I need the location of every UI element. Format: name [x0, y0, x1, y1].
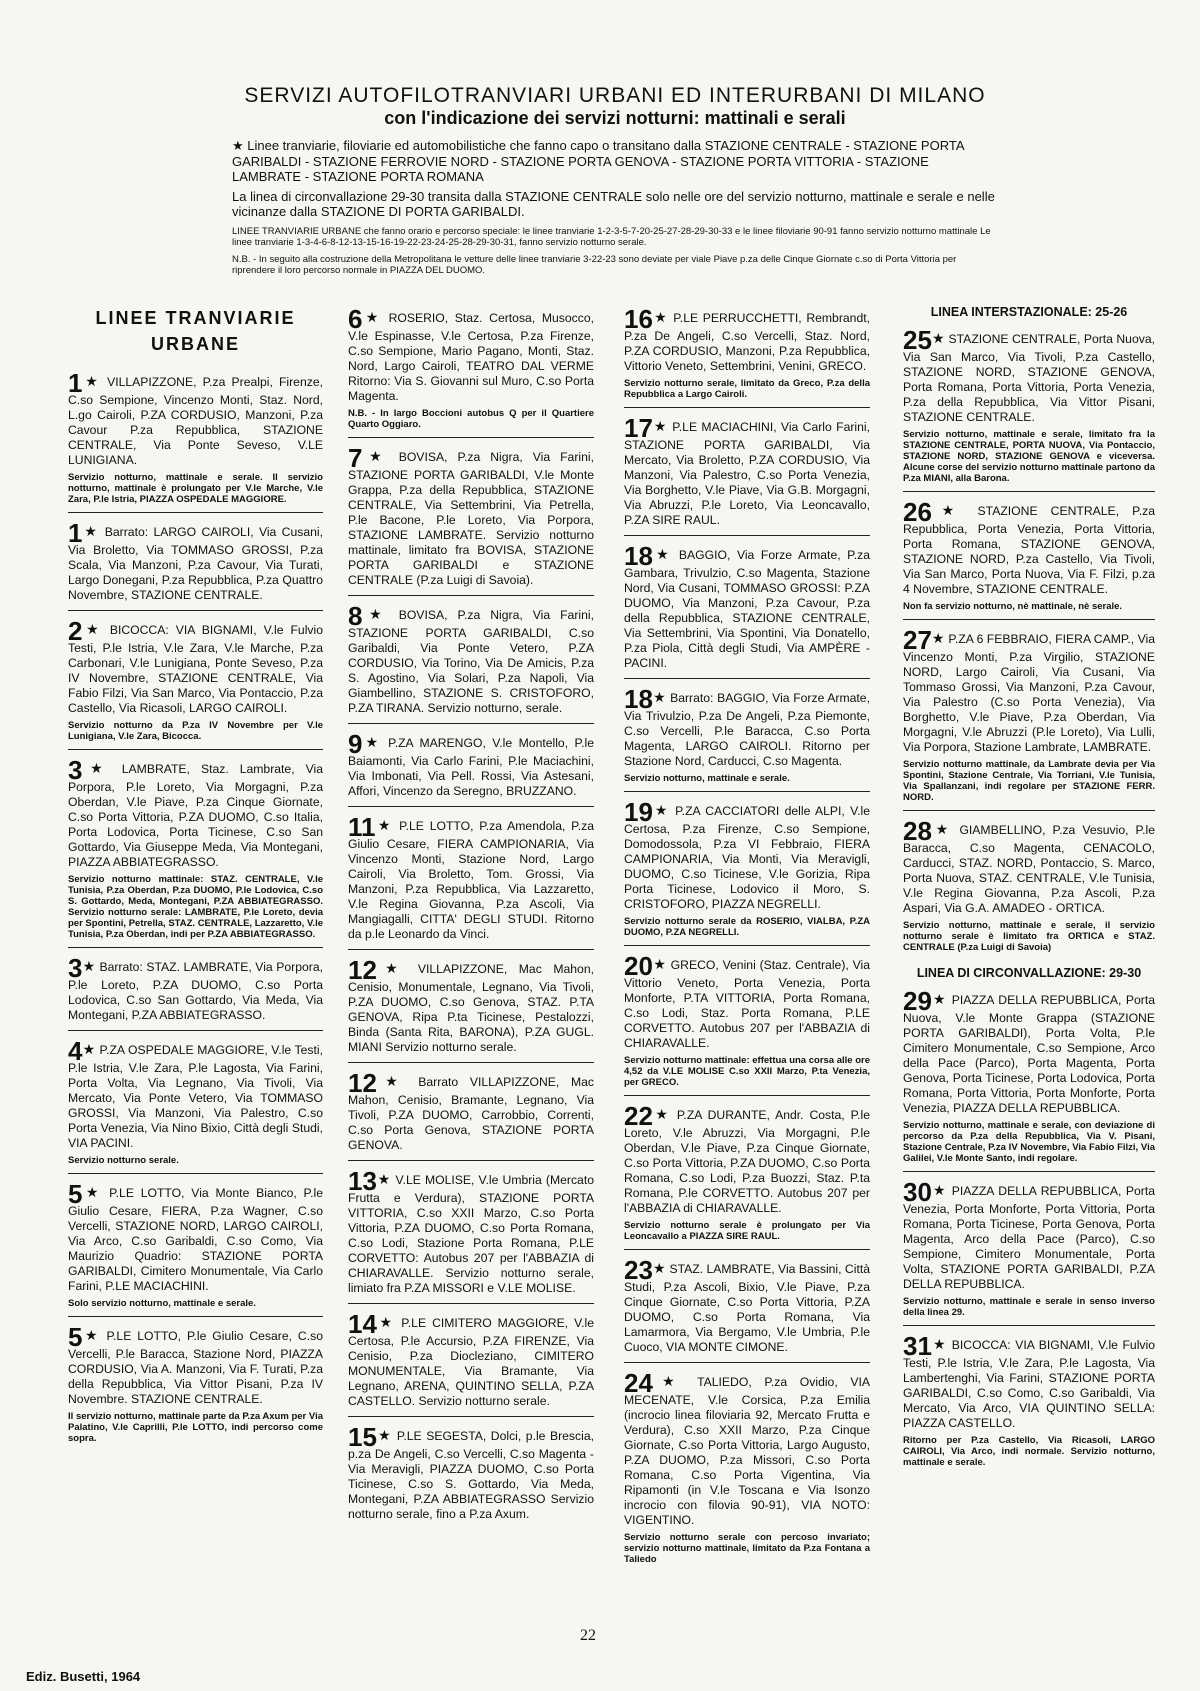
section-heading: LINEA INTERSTAZIONALE: 25-26 [930, 305, 1128, 319]
line-entry [624, 798, 870, 946]
line-number: 15 [348, 1422, 377, 1452]
column-1 [68, 305, 323, 1457]
line-route: P.ZA CACCIATORI delle ALPI, V.le Certosa, P.za Firenze, C.so Sempione, Domodossola, P.za VI Febbraio, FIERA CAMPIONARIA, Via Monti, Via Meravigli, DUOMO, C.so Ticinese, V.le Gorizia, Ripa Porta Ticinese, Lodovico il Moro, S. CRISTOFORO, PIAZZA NEGRELLI. [624, 804, 870, 911]
star-icon: ★ [375, 817, 400, 833]
line-entry [348, 444, 594, 596]
star-icon: ★ [376, 960, 418, 976]
service-note: Servizio notturno da P.za IV Novembre per V.le Lunigiana, V.le Zara, Bicocca. [68, 720, 323, 742]
entries-list [903, 326, 1155, 960]
line-entry [903, 817, 1155, 960]
line-number: 9 [348, 729, 363, 759]
line-route: VILLAPIZZONE, P.za Prealpi, Firenze, C.so Sempione, Vincenzo Monti, Staz. Nord, L.go Cairoli, P.ZA CORDUSIO, Manzoni, P.za Cavour P.za Repubblica, STAZIONE CENTRALE, Via Ponte Seveso, V.LE LUNIGIANA. [68, 375, 323, 467]
entries-list [624, 305, 870, 1572]
service-note: N.B. - In largo Boccioni autobus Q per il Quartiere Quarto Oggiaro. [348, 408, 594, 430]
line-route: P.ZA OSPEDALE MAGGIORE, V.le Testi, P.le Istria, V.le Zara, P.le Lagosta, Via Farini, Porta Volta, Via Legnano, Via Tivoli, Via Mercato, Via Ponte Vetero, Via TOMMASO GROSSI, Via Manzoni, Via Palestro, C.so Porta Venezia, Via Nino Bixio, Città degli Studi, VIA PACINI. [68, 1043, 323, 1150]
page-title: SERVIZI AUTOFILOTRANVIARI URBANI ED INTERURBANI DI MILANO [244, 84, 986, 107]
line-route: P.LE LOTTO, P.za Amendola, P.za Giulio Cesare, FIERA CAMPIONARIA, Via Vincenzo Monti, Stazione Nord, Largo Cairoli, Via Broletto, Tom. Grossi, Via Manzoni, P.za Repubblica, Via Lazzaretto, V.le Regina Giovanna, P.za Ascoli, Via Mangiagalli, CITTA' DEGLI STUDI. Ritorno da p.le Leonardo da Vinci. [348, 819, 594, 941]
line-number: 6 [348, 304, 363, 334]
line-number: 2 [68, 616, 83, 646]
intro-block [232, 138, 1000, 280]
service-note: Servizio notturno serale. [68, 1155, 179, 1166]
line-entry [68, 1037, 323, 1174]
line-number: 28 [903, 816, 932, 846]
line-number: 13 [348, 1166, 377, 1196]
star-icon: ★ [376, 1171, 396, 1187]
line-route: BAGGIO, Via Forze Armate, P.za Gambara, Trivulzio, C.so Magenta, Stazione Nord, Via Cusani, TOMMASO GROSSI: P.ZA DUOMO, Via Manzoni, P.za Cavour, P.za della Repubblica, STAZIONE CENTRALE, Via Settembrini, Via Spontini, Via Donatello, P.za Piola, Città degli Studi, Via AMPÈRE - PACINI. [624, 548, 870, 670]
star-icon: ★ [82, 1327, 107, 1343]
line-entry [903, 1332, 1155, 1475]
star-icon: ★ [931, 1182, 952, 1198]
star-icon: ★ [82, 1184, 110, 1200]
service-note: Il servizio notturno, mattinale parte da P.za Axum per Via Palatino, V.le Caprilli, P.le LOTTO, indi percorso come sopra. [68, 1411, 323, 1444]
star-icon: ★ [931, 330, 949, 346]
line-route: BICOCCA: VIA BIGNAMI, V.le Fulvio Testi, P.le Istria, V.le Zara, V.le Marche, P.za Carbonari, V.le Lunigiana, Ponte Seveso, P.za IV Novembre, STAZIONE CENTRALE, Via Fabio Filzi, Via San Marco, Via Pontaccio, P.za Castello, Via Ricasoli, LARGO CAIROLI. [68, 623, 324, 715]
line-route: BOVISA, P.za Nigra, Via Farini, STAZIONE PORTA GARIBALDI, C.so Garibaldi, Via Ponte Vetero, P.ZA CORDUSIO, Via Torino, Via De Amicis, P.za S. Agostino, Via Solari, P.za Napoli, Via Giambellino, STAZIONE S. CRISTOFORO, P.ZA TIRANA. Servizio notturno, serale. [348, 608, 594, 715]
line-route: ROSERIO, Staz. Certosa, Musocco, V.le Espinasse, V.le Certosa, P.za Firenze, C.so Sempione, Mario Pagano, Monti, Staz. Nord, Largo Cairoli, TEATRO DAL VERME Ritorno: Via S. Giovanni sul Muro, C.so Porta Magenta. [348, 311, 594, 403]
service-note: Non fa servizio notturno, nè mattinale, nè serale. [903, 601, 1123, 612]
line-entry [903, 1178, 1155, 1326]
line-entry [348, 730, 594, 807]
line-number: 18 [624, 541, 653, 571]
line-entry [348, 305, 594, 438]
star-icon: ★ [652, 1106, 677, 1122]
line-number: 14 [348, 1309, 377, 1339]
service-note: Servizio notturno, mattinale e serale, il servizio notturno serale è limitato fra ORTICA e STAZ. CENTRALE (P.za Luigi di Savoia) [903, 920, 1155, 953]
service-note: Servizio notturno, mattinale e serale, con deviazione di percorso da P.za della Repubblica, Via V. Pisani, Stazione Centrale, P.za IV Novembre, Via Fabio Filzi, Via Galilei, V.le Monte Santo, indi regolare. [903, 1120, 1155, 1164]
line-route: V.LE MOLISE, V.le Umbria (Mercato Frutta e Verdura), STAZIONE PORTA VITTORIA, C.so XXII Marzo, C.so Porta Vittoria, P.ZA DUOMO, C.so Porta Romana, C.so Lodi, Stazione Porta Romana, P.LE CORVETTO: Autobus 207 per l'ABBAZIA di CHIARAVALLE. Servizio notturno serale, limiato fra P.ZA MISSORI e V.LE MOLISE. [348, 1173, 594, 1295]
line-number: 11 [348, 812, 376, 842]
line-number: 3 [68, 755, 83, 785]
star-icon: ★ [82, 523, 105, 539]
star-icon: ★ [652, 309, 674, 325]
line-number: 5 [68, 1179, 83, 1209]
column-2 [348, 305, 594, 1535]
line-route: P.LE CIMITERO MAGGIORE, V.le Certosa, P.le Accursio, P.ZA FIRENZE, Via Cenisio, P.za Diocleziano, CIMITERO MONUMENTALE, Via Bramante, Via Legnano, ARENA, QUINTINO SELLA, P.ZA CASTELLO. Servizio notturno serale. [348, 1316, 594, 1408]
line-number: 25 [903, 325, 932, 355]
line-route: GRECO, Venini (Staz. Centrale), Via Vittorio Veneto, Porta Venezia, Porta Monforte, P.TA VITTORIA, Porta Romana, C.so Lodi, Staz. Porta Romana, P.LE CORVETTO. Autobus 207 per l'ABBAZIA di CHIARAVALLE. [624, 958, 870, 1050]
column-3 [624, 305, 870, 1578]
line-entry [903, 987, 1155, 1172]
line-entry [624, 1256, 870, 1363]
star-icon: ★ [931, 991, 952, 1007]
star-icon: ★ [652, 956, 671, 972]
page-number: 22 [580, 1627, 596, 1644]
service-note: Servizio notturno, mattinale e serale. Il servizio notturno, mattinale è prolungato per V.le Marche, V.le Zara, P.le Istria, PIAZZA OSPEDALE MAGGIORE. [68, 472, 323, 505]
line-entry [68, 1323, 323, 1451]
service-note: Servizio notturno serale, limitato da Greco, P.za della Repubblica a Largo Cairoli. [624, 378, 870, 400]
line-route: STAZIONE CENTRALE, P.za Repubblica, Porta Venezia, Porta Vittoria, Porta Romana, STAZIONE GENOVA, STAZIONE NORD, P.za Castello, Via Tivoli, Via San Marco, Porta Nuova, Via F. Filzi, p.za 4 Novembre, STAZIONE CENTRALE. [903, 504, 1155, 596]
star-icon: ★ [362, 309, 389, 325]
line-entry [624, 305, 870, 408]
line-route: P.LE LOTTO, P.le Giulio Cesare, C.so Vercelli, P.le Baracca, Stazione Nord, PIAZZA CORDUSIO, Via A. Manzoni, Via F. Turati, P.za della Repubblica, Via Vittor Pisani, P.za IV Novembre. STAZIONE CENTRALE. [68, 1329, 323, 1406]
line-route: P.LE SEGESTA, Dolci, p.le Brescia, p.za De Angeli, C.so Vercelli, C.so Magenta - Via Meravigli, PIAZZA DUOMO, C.so Porta Ticinese, C.so S. Gottardo, Via Meda, Montegani, P.ZA ABBIATEGRASSO Servizio notturno serale, fino a P.za Axum. [348, 1429, 594, 1521]
star-icon: ★ [931, 502, 978, 518]
star-icon: ★ [82, 621, 110, 637]
line-entry [348, 956, 594, 1063]
line-route: STAZ. LAMBRATE, Via Bassini, Città Studi, P.za Ascoli, Bixio, V.le Piave, P.za Cinque Giornate, C.so Porta Vittoria, P.ZA DUOMO, C.so Porta Romana, Via Lamarmora, Via Bergamo, V.le Umbria, P.le Cuoco, VIA MONTE CIMONE. [624, 1262, 870, 1354]
line-number: 1 [68, 368, 83, 398]
service-note: Servizio notturno serale è prolungato per Via Leoncavallo a PIAZZA SIRE RAUL. [624, 1220, 870, 1242]
section-heading: LINEE TRANVIARIE URBANE [95, 308, 296, 354]
star-icon: ★ [931, 630, 949, 646]
intro-night-lines: LINEE TRANVIARIE URBANE che fanno orario e percorso speciale: le linee tranviarie 1-2-3-5-7-20-25-27-28-29-30-33 e le linee filoviarie 90-91 fanno servizio notturno mattinale Le linee tranviarie 1-3-4-6-8-12-13-15-16-19-22-23-24-25-28-29-30-31, fanno servizio notturno serale. [232, 225, 991, 248]
entries-list [68, 369, 323, 1451]
star-icon: ★ [931, 821, 960, 837]
service-note: Servizio notturno serale con percoso invariato; servizio notturno mattinale, limitato da P.za Fontana a Taliedo [624, 1532, 870, 1565]
line-route: BICOCCA: VIA BIGNAMI, V.le Fulvio Testi, P.le Istria, V.le Zara, P.le Lagosta, Via Lambertenghi, Via Farini, STAZIONE PORTA GARIBALDI, C.so Como, C.so Garibaldi, Via Mercato, Via Arco, VIA QUINTINO SELLA: PIAZZA CASTELLO. [903, 1338, 1155, 1430]
line-entry [348, 1423, 594, 1529]
star-icon: ★ [82, 760, 122, 776]
page-subtitle: con l'indicazione dei servizi notturni: mattinali e serali [384, 108, 846, 128]
line-route: TALIEDO, P.za Ovidio, VIA MECENATE, V.le Corsica, P.za Emilia (incrocio linea filoviaria 92, Mercato Frutta e Verdura), C.so XXII Marzo, P.za Cinque Giornate, C.so Porta Vittoria, Largo Augusto, P.ZA DUOMO, P.za Missori, C.so Porta Romana, C.so Porta Vigentina, Via Ripamonti (in V.le Toscana e Via Isonzo incrocio con filovia 90-91), VIA NOTO: VIGENTINO. [624, 1375, 870, 1527]
service-note: Servizio notturno, mattinale e serale. [624, 773, 790, 784]
section-heading: LINEA DI CIRCONVALLAZIONE: 29-30 [916, 966, 1142, 980]
line-number: 23 [624, 1255, 653, 1285]
line-route: Barrato: LARGO CAIROLI, Via Cusani, Via Broletto, Via TOMMASO GROSSI, P.za Scala, Via Manzoni, P.za Cavour, Via Turati, Largo Donegani, P.za Repubblica, P.za Quattro Novembre, STAZIONE CENTRALE. [68, 525, 323, 602]
line-number: 19 [624, 797, 653, 827]
line-entry [348, 1167, 594, 1304]
line-entry [624, 952, 870, 1096]
line-entry [624, 685, 870, 792]
star-icon: ★ [82, 373, 108, 389]
intro-circonvallazione: La linea di circonvallazione 29-30 transita dalla STAZIONE CENTRALE solo nelle ore del servizio notturno, mattinale e serale e nelle vicinanze dalla STAZIONE DI PORTA GARIBALDI. [232, 188, 995, 219]
line-route: Barrato VILLAPIZZONE, Mac Mahon, Cenisio, Bramante, Legnano, Via Tivoli, P.ZA DUOMO, Carrobbio, Correnti, C.so Porta Genova, STAZIONE PORTA GENOVA. [348, 1075, 594, 1152]
line-entry [903, 626, 1155, 811]
line-route: Barrato: BAGGIO, Via Forze Armate, Via Trivulzio, P.za De Angeli, P.za Piemonte, C.so Vercelli, P.le Baracca, C.so Porta Magenta, LARGO CAIROLI. Ritorno per Stazione Nord, Carducci, C.so Magenta. [624, 691, 870, 768]
line-route: BOVISA, P.za Nigra, Via Farini, STAZIONE PORTA GARIBALDI, V.le Monte Grappa, P.za della Repubblica, STAZIONE CENTRALE, Via Settembrini, Via Petrella, P.le Bacone, P.le Loreto, Via Porpora, STAZIONE LAMBRATE. Servizio notturno mattinale, limitato fra BOVISA, STAZIONE PORTA GARIBALDI e STAZIONE CENTRALE (P.za Luigi di Savoia). [348, 450, 594, 587]
star-icon: ★ [362, 606, 399, 622]
star-icon: ★ [652, 689, 671, 705]
star-icon: ★ [931, 1336, 952, 1352]
line-route: P.ZA DURANTE, Andr. Costa, P.le Loreto, V.le Abruzzi, Via Morgagni, P.le Oberdan, V.le Piave, P.za Cinque Giornate, C.so Porta Vittoria, P.ZA DUOMO, C.so Porta Romana, C.so Lodi, P.za Buozzi, Staz. P.ta Romana, P.le CORVETTO. Autobus 207 per l'ABBAZIA di CHIARAVALLE. [624, 1108, 870, 1215]
line-entry [68, 369, 323, 513]
star-icon: ★ [376, 1073, 419, 1089]
intro-stations: ★ Linee tranviarie, filoviarie ed automobilistiche che fanno capo o transitano dalla STAZIONE CENTRALE - STAZIONE PORTA GARIBALDI - STAZIONE FERROVIE NORD - STAZIONE PORTA GENOVA - STAZIONE PORTA VITTORIA - STAZIONE LAMBRATE - STAZIONE PORTA ROMANA [232, 138, 964, 184]
line-number: 5 [68, 1322, 83, 1352]
line-entry [624, 414, 870, 536]
service-note: Ritorno per P.za Castello, Via Ricasoli, LARGO CAIROLI, Via Arco, indi normale. Servizio notturno, mattinale e serale. [903, 1435, 1155, 1468]
line-number: 17 [624, 413, 653, 443]
star-icon: ★ [652, 546, 679, 562]
service-note: Servizio notturno, mattinale e serale in senso inverso della linea 29. [903, 1296, 1155, 1318]
line-number: 18 [624, 684, 653, 714]
line-number: 27 [903, 625, 932, 655]
line-route: VILLAPIZZONE, Mac Mahon, Cenisio, Monumentale, Legnano, Via Tivoli, P.ZA DUOMO, C.so Genova, STAZ. P.TA GENOVA, Ripa P.ta Ticinese, Pestalozzi, Binda (Santa Rita, BARONA), P.ZA GUGL. MIANI Servizio notturno serale. [348, 962, 594, 1054]
line-entry [68, 954, 323, 1031]
line-entry [68, 519, 323, 611]
service-note: Solo servizio notturno, mattinale e serale. [68, 1298, 256, 1309]
line-number: 16 [624, 304, 653, 334]
line-route: LAMBRATE, Staz. Lambrate, Via Porpora, P.le Loreto, Via Morgagni, P.za Oberdan, V.le Piave, P.za Cinque Giornate, C.so Porta Vittoria, P.ZA DUOMO, C.so Italia, Porta Lodovica, Porta Ticinese, C.so San Gottardo, Via Giuseppe Meda, Via Montegani, PIAZZA ABBIATEGRASSO. [68, 762, 323, 869]
line-number: 26 [903, 497, 932, 527]
star-icon: ★ [652, 1260, 670, 1276]
line-entry [68, 1180, 323, 1317]
line-entry [624, 1369, 870, 1572]
line-route: P.LE MACIACHINI, Via Carlo Farini, STAZIONE PORTA GARIBALDI, Via Mercato, Via Broletto, P.ZA CORDUSIO, Via Manzoni, Via Palestro, C.so Porta Venezia, Via Borghetto, V.le Piave, Via G.B. Morgagni, Via Abruzzi, P.le Loreto, Via Leoncavallo, P.ZA SIRE RAUL. [624, 420, 870, 527]
star-icon: ★ [652, 802, 676, 818]
line-entry [903, 326, 1155, 492]
service-note: Servizio notturno mattinale: STAZ. CENTRALE, V.le Tunisia, P.za Oberdan, P.za DUOMO, P.le Lodovica, C.so S. Gottardo, Meda, Montegani, P.ZA ABBIATEGRASSO. Servizio notturno serale: LAMBRATE, P.le Loreto, devia per Spontini, Petrella, STAZ. CENTRALE, Lazzaretto, V.le Tunisia, P.za Oberdan, indi per P.ZA ABBIATEGRASSO. [68, 874, 323, 940]
line-number: 8 [348, 601, 363, 631]
star-icon: ★ [82, 1041, 100, 1057]
service-note: Servizio notturno, mattinale e serale, limitato fra la STAZIONE CENTRALE, PORTA NUOVA, Via Pontaccio, STAZIONE NORD, STAZIONE GENOVA e viceversa. Alcune corse del servizio notturno mattinale partono da P.za MIANI, alla Barona. [903, 429, 1155, 484]
line-entry [624, 542, 870, 679]
star-icon: ★ [82, 958, 100, 974]
intro-nb: N.B. - In seguito alla costruzione della Metropolitana le vetture delle linee tranviarie 3-22-23 sono deviate per viale Piave p.za delle Cinque Giornate c.so di Porta Vittoria per riprendere il loro percorso normale in PIAZZA DEL DUOMO. [232, 253, 957, 276]
line-route: PIAZZA DELLA REPUBBLICA, Porta Nuova, V.le Monte Grappa (STAZIONE PORTA GARIBALDI), Porta Volta, P.le Cimitero Monumentale, C.so Sempione, Arco della Pace (Parco), Porta Magenta, Porta Genova, Porta Ticinese, Porta Lodovica, Porta Romana, Porta Vittoria, Porta Monforte, Porta Venezia, PIAZZA DELLA REPUBBLICA. [903, 993, 1155, 1115]
star-icon: ★ [376, 1314, 402, 1330]
line-route: P.LE PERRUCCHETTI, Rembrandt, P.za De Angeli, C.so Vercelli, Staz. Nord, P.ZA CORDUSIO, Manzoni, P.za Repubblica, Vittorio Veneto, Settembrini, Venini, GRECO. [624, 311, 870, 373]
line-entry [348, 602, 594, 724]
line-number: 22 [624, 1101, 653, 1131]
line-entry [68, 756, 323, 948]
line-number: 12 [348, 955, 377, 985]
service-note: Servizio notturno serale da ROSERIO, VIALBA, P.ZA DUOMO, P.ZA NEGRELLI. [624, 916, 870, 938]
line-entry [348, 1310, 594, 1417]
line-route: P.ZA 6 FEBBRAIO, FIERA CAMP., Via Vincenzo Monti, P.za Virgilio, STAZIONE NORD, Largo Cairoli, Via Cusani, Via Tommaso Grossi, Via Manzoni, P.za Cavour, Via Palestro (C.so Porta Venezia), Via Borghetto, V.le Piave, P.za Oberdan, Via Morgagni, V.le Abruzzi (P.le Loreto), Via Lulli, Via Porpora, Stazione Lambrate, LAMBRATE. [903, 632, 1155, 754]
service-note: Servizio notturno mattinale: effettua una corsa alle ore 4,52 da V.LE MOLISE C.so XXII Marzo, P.ta Venezia, per GRECO. [624, 1055, 870, 1088]
service-note: Servizio notturno mattinale, da Lambrate devia per Via Spontini, Stazione Centrale, Via Torriani, V.le Tunisia, Via Spallanzani, indi regolare per STAZIONE FERR. NORD. [903, 759, 1155, 803]
line-number: 29 [903, 986, 932, 1016]
line-route: STAZIONE CENTRALE, Porta Nuova, Via San Marco, Via Tivoli, P.za Castello, STAZIONE NORD, STAZIONE GENOVA, Porta Romana, Porta Vittoria, Porta Venezia, P.za della Repubblica, Via Vittor Pisani, STAZIONE CENTRALE. [903, 332, 1155, 424]
star-icon: ★ [376, 1427, 397, 1443]
line-route: PIAZZA DELLA REPUBBLICA, Porta Venezia, Porta Monforte, Porta Vittoria, Porta Romana, Porta Ticinese, Porta Genova, Porta Magenta, Arco della Pace (Parco), C.so Sempione, Cimitero Monumentale, Porta Volta, STAZIONE PORTA GARIBALDI, P.ZA DELLA REPUBBLICA. [903, 1184, 1155, 1291]
line-entry [903, 498, 1155, 620]
star-icon: ★ [652, 1373, 698, 1389]
line-route: P.LE LOTTO, Via Monte Bianco, P.le Giulio Cesare, FIERA, P.za Wagner, C.so Vercelli, STAZIONE NORD, LARGO CAIROLI, Via Arco, C.so Garibaldi, C.so Como, Via Maurizio Quadrio: STAZIONE PORTA GARIBALDI, Cimitero Monumentale, Via Carlo Farini, P.LE MACIACHINI. [68, 1186, 323, 1293]
line-number: 4 [68, 1036, 83, 1066]
entries-list [903, 987, 1155, 1475]
line-number: 12 [348, 1068, 377, 1098]
line-number: 31 [903, 1331, 932, 1361]
edition-label: Ediz. Busetti, 1964 [26, 1669, 141, 1684]
line-number: 30 [903, 1177, 932, 1207]
line-number: 7 [348, 443, 363, 473]
line-number: 3 [68, 953, 83, 983]
line-entry [348, 813, 594, 950]
line-route: P.ZA MARENGO, V.le Montello, P.le Baiamonti, Via Carlo Farini, P.le Maciachini, Via Imbonati, Via Pell. Rossi, Via Astesani, Affori, Vincenzo da Seregno, BRUZZANO. [348, 736, 594, 798]
line-entry [624, 1102, 870, 1250]
line-number: 24 [624, 1368, 653, 1398]
line-entry [348, 1069, 594, 1161]
line-number: 1 [68, 518, 83, 548]
line-route: GIAMBELLINO, P.za Vesuvio, P.le Baracca, C.so Magenta, CENACOLO, Carducci, STAZ. NORD, Pontaccio, S. Marco, Porta Nuova, STAZ. CENTRALE, V.le Tunisia, V.le Regina Giovanna, P.za Ascoli, P.za Aspari, Via G.A. AMADEO - ORTICA. [903, 823, 1155, 915]
star-icon: ★ [362, 448, 399, 464]
line-entry [68, 617, 323, 750]
line-number: 20 [624, 951, 653, 981]
star-icon: ★ [652, 418, 673, 434]
line-route: Barrato: STAZ. LAMBRATE, Via Porpora, P.le Loreto, P.ZA DUOMO, C.so Porta Lodovica, C.so San Gottardo, Via Meda, Via Montegani, P.ZA ABBIATEGRASSO. [68, 960, 323, 1022]
column-4 [903, 305, 1155, 1481]
star-icon: ★ [362, 734, 389, 750]
entries-list [348, 305, 594, 1529]
